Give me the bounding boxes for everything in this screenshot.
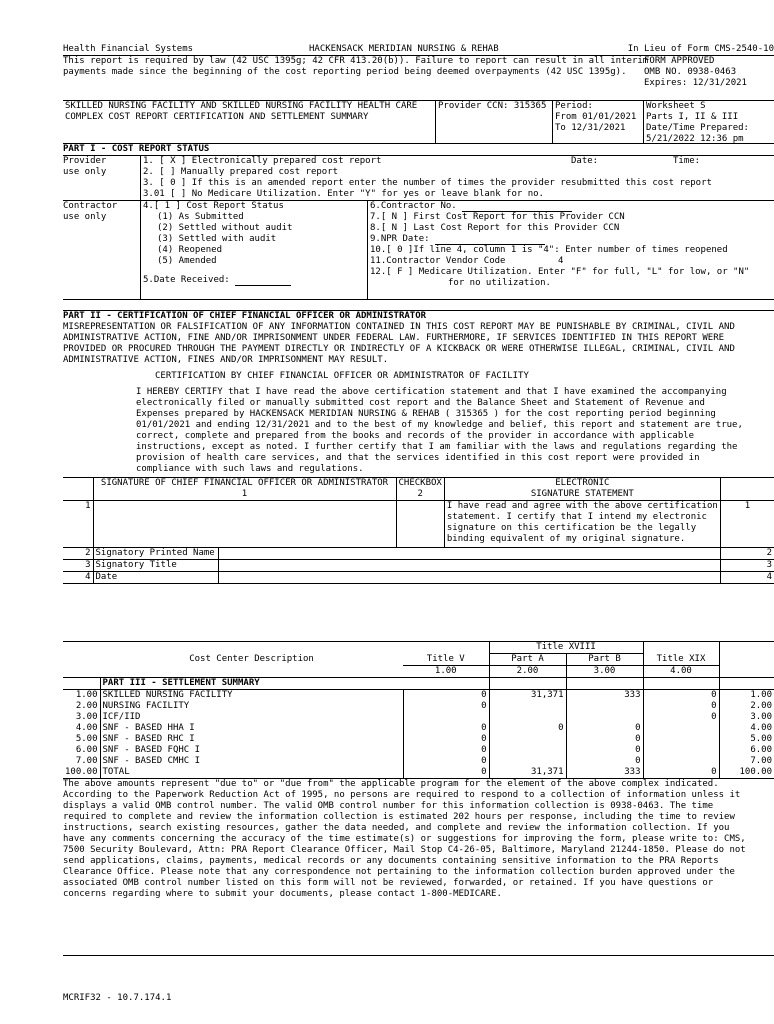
date-received-blank	[235, 285, 291, 286]
provider-use-line-1: Provider	[63, 156, 107, 166]
warning-text	[63, 322, 774, 366]
title-v-amount: 0	[403, 723, 489, 734]
note-line: 7500 Security Boulevard, Attn: PRA Report Clearance Officer, Mail Stop C4-26-05, Baltimore, Maryland 21244-1850. Please do not	[63, 845, 746, 855]
title-v-amount: 0	[403, 690, 489, 702]
warning-line: PROVIDED OR PROCURED THROUGH THE PAYMENT DIRECTLY OR INDIRECTLY OF A KICKBACK OR WERE OTHERWISE ILLEGAL, CRIMINAL, CIVIL AND	[63, 344, 735, 354]
line-number-right: 4.00	[750, 723, 772, 733]
item-2-manual: 2. [ ] Manually prepared cost report	[143, 167, 339, 177]
item-5-date-received: 5.Date Received:	[143, 275, 230, 285]
col-num: 2.00	[489, 666, 566, 678]
omb-number: OMB NO. 0938-0463	[644, 67, 737, 77]
part-b-amount: 0	[566, 723, 643, 734]
signature-field[interactable]	[93, 501, 396, 548]
line-number: 3.00	[63, 712, 100, 723]
cert-line: instructions, except as noted. I further certify that I am familiar with the laws and regulations regarding the	[136, 442, 738, 452]
settlement-row	[63, 734, 774, 745]
worksheet-info	[644, 101, 774, 143]
item-4-status: 4.[ 1 ] Cost Report Status	[143, 201, 284, 211]
signature-table	[63, 477, 774, 584]
settlement-row	[63, 756, 774, 767]
cert-line: compliance with such laws and regulations.	[136, 464, 364, 474]
row-number: 2	[63, 548, 93, 560]
row-number-right: 4	[766, 572, 772, 582]
cost-center-header: Cost Center Description	[189, 653, 314, 664]
cost-center-name: SNF - BASED CMHC I	[102, 756, 201, 766]
row-label: Signatory Title	[93, 560, 218, 572]
row-number: 4	[63, 572, 93, 584]
line-number: 1.00	[63, 690, 100, 702]
title-xix-amount: 0	[643, 701, 719, 712]
line-number-right: 2.00	[750, 701, 772, 711]
provider-use-label	[63, 156, 141, 200]
item-10-reopened: 10.[ 0 ]If line 4, column 1 is "4": Enter number of times reopened	[370, 245, 728, 255]
checkbox-col-header: CHECKBOX	[396, 478, 444, 490]
line-number-right: 3.00	[750, 712, 772, 722]
prepared-label: Date/Time Prepared:	[646, 123, 749, 133]
part-a-header: Part A	[489, 654, 566, 666]
part-a-amount: 31,371	[489, 690, 566, 702]
provider-name: HACKENSACK MERIDIAN NURSING & REHAB	[309, 44, 499, 54]
part-b-amount: 333	[566, 690, 643, 702]
title-box	[63, 100, 774, 143]
contractor-use-line-2: use only	[63, 212, 107, 222]
item-6-contractor-no: 6.Contractor No.	[370, 201, 457, 211]
report-notice	[63, 55, 774, 100]
note-line: The above amounts represent "due to" or "due from" the applicable program for the element of the above complex indicated.	[63, 779, 719, 789]
status-option-5: (5) Amended	[157, 256, 217, 266]
item-12-utilization: 12.[ F ] Medicare Utilization. Enter "F" for full, "L" for low, or "N"	[370, 267, 750, 277]
settlement-row	[63, 723, 774, 734]
checkbox-col-num: 2	[396, 489, 444, 501]
settlement-row	[63, 701, 774, 712]
report-title-line-2: COMPLEX COST REPORT CERTIFICATION AND SETTLEMENT SUMMARY	[65, 112, 369, 122]
part-a-amount	[489, 756, 566, 767]
cost-center-name: SNF - BASED HHA I	[102, 723, 195, 733]
signature-row-2	[63, 548, 774, 560]
note-line: According to the Paperwork Reduction Act of 1995, no persons are required to respond to a collection of information unless it	[63, 790, 741, 800]
cost-center-name: TOTAL	[102, 767, 130, 777]
omb-block	[644, 56, 747, 89]
title-xix-amount	[643, 734, 719, 745]
signature-row-4	[63, 572, 774, 584]
title-xviii-header: Title XVIII	[489, 642, 643, 654]
title-xix-amount	[643, 723, 719, 734]
row-number-right: 1	[744, 501, 751, 511]
contractor-use-line-1: Contractor	[63, 201, 118, 211]
statement-line: signature on this certification be the legally	[446, 523, 697, 533]
cost-center-name: NURSING FACILITY	[102, 701, 190, 711]
signature-col-header: SIGNATURE OF CHIEF FINANCIAL OFFICER OR ADMINISTRATOR	[93, 478, 396, 490]
title-v-amount: 0	[403, 756, 489, 767]
part-b-amount: 0	[566, 756, 643, 767]
title-xix-amount	[643, 756, 719, 767]
prepared-value: 5/21/2022 12:36 pm	[646, 134, 744, 144]
line-number-right: 1.00	[750, 690, 772, 700]
part-b-amount: 0	[566, 745, 643, 756]
signature-row-1	[63, 501, 774, 548]
item-11-vendor-code: 11.Contractor Vendor Code	[370, 256, 506, 266]
provider-use-line-2: use only	[63, 167, 107, 177]
certification-text	[63, 387, 774, 475]
cost-center-name: ICF/IID	[102, 712, 141, 722]
col-num: 1.00	[403, 666, 489, 678]
cert-line: I HEREBY CERTIFY that I have read the above certification statement and that I have examined the accompanying	[136, 387, 727, 397]
form-approved: FORM APPROVED	[644, 56, 715, 66]
warning-line: ADMINISTRATIVE ACTION, FINES AND/OR IMPRISONMENT MAY RESULT.	[63, 355, 389, 365]
line-number: 6.00	[63, 745, 100, 756]
part-b-amount	[566, 701, 643, 712]
part-a-amount	[489, 701, 566, 712]
line-number-right: 6.00	[750, 745, 772, 755]
signature-row-3	[63, 560, 774, 572]
cert-line: electronically filed or manually submitted cost report and the Balance Sheet and Statement of Revenue and	[136, 398, 705, 408]
notice-line-2: payments made since the beginning of the cost reporting period being deemed overpayments (42 USC 1395g).	[63, 67, 627, 77]
line-number: 2.00	[63, 701, 100, 712]
part-a-amount	[489, 745, 566, 756]
certification-title: CERTIFICATION BY CHIEF FINANCIAL OFFICER OR ADMINISTRATOR OF FACILITY	[155, 371, 529, 381]
part-a-amount: 0	[489, 723, 566, 734]
part-a-amount: 31,371	[489, 767, 566, 778]
note-line: instructions, search existing resources, gather the data needed, and complete and review the information collection. If you	[63, 823, 730, 833]
report-title	[63, 101, 436, 143]
settlement-row	[63, 712, 774, 723]
item-3-01-no-medicare: 3.01 [ ] No Medicare Utilization. Enter "Y" for yes or leave blank for no.	[143, 189, 544, 199]
part-b-amount: 333	[566, 767, 643, 778]
col-num: 3.00	[566, 666, 643, 678]
software-version: MCRIF32 - 10.7.174.1	[63, 993, 172, 1003]
time-label: Time:	[673, 156, 701, 166]
cost-report-page	[63, 44, 774, 900]
part3-heading: PART III - SETTLEMENT SUMMARY	[102, 678, 260, 688]
line-number: 100.00	[63, 767, 100, 778]
row-number-right: 3	[766, 560, 772, 570]
statement-col-subheader: SIGNATURE STATEMENT	[444, 489, 720, 501]
cost-report-status	[141, 201, 368, 299]
status-option-3: (3) Settled with audit	[157, 234, 277, 244]
item-12-utilization-cont: for no utilization.	[448, 278, 551, 288]
form-reference: In Lieu of Form CMS-2540-10	[627, 44, 774, 54]
title-v-header: Title V	[403, 654, 489, 666]
row-number: 3	[63, 560, 93, 572]
period-from: From 01/01/2021	[555, 112, 637, 122]
title-v-amount	[403, 712, 489, 723]
statement-line: statement. I certify that I intend my electronic	[446, 512, 707, 522]
warning-line: ADMINISTRATIVE ACTION, FINE AND/OR IMPRISONMENT UNDER FEDERAL LAW. FURTHERMORE, IF SERVICES IDENTIFIED IN THIS REPORT WERE	[63, 333, 725, 343]
settlement-row	[63, 767, 774, 778]
part-b-amount: 0	[566, 734, 643, 745]
status-option-1: (1) As Submitted	[157, 212, 244, 222]
title-xix-amount	[643, 745, 719, 756]
cert-line: correct, complete and prepared from the books and records of the provider in accordance with applicable	[136, 431, 695, 441]
title-xix-amount: 0	[643, 690, 719, 702]
signature-col-num: 1	[93, 489, 396, 501]
status-option-4: (4) Reopened	[157, 245, 223, 255]
report-title-line-1: SKILLED NURSING FACILITY AND SKILLED NURSING FACILITY HEALTH CARE	[65, 101, 418, 111]
worksheet-parts: Parts I, II & III	[646, 112, 739, 122]
status-option-2: (2) Settled without audit	[157, 223, 293, 233]
part2-heading: PART II - CERTIFICATION OF CHIEF FINANCIAL OFFICER OR ADMINISTRATOR	[63, 310, 774, 322]
item-1-electronic: 1. [ X ] Electronically prepared cost report	[143, 156, 382, 166]
provider-items	[141, 156, 774, 200]
signature-checkbox[interactable]	[396, 501, 444, 548]
title-xix-amount: 0	[643, 712, 719, 723]
row-number: 1	[63, 501, 93, 548]
footer-rule	[63, 955, 774, 956]
title-xix-amount: 0	[643, 767, 719, 778]
row-label: Date	[93, 572, 218, 584]
vendor-name: Health Financial Systems	[63, 44, 194, 54]
statement-col-header: ELECTRONIC	[444, 478, 720, 490]
col-num: 4.00	[643, 666, 719, 678]
burden-notice	[63, 778, 774, 900]
statement-line: binding equivalent of my original signature.	[446, 534, 686, 544]
part-a-amount	[489, 712, 566, 723]
settlement-row	[63, 690, 774, 702]
notice-line-1: This report is required by law (42 USC 1395g; 42 CFR 413.20(b)). Failure to report can result in all interim	[63, 56, 649, 66]
line-number-right: 5.00	[750, 734, 772, 744]
omb-expiration: Expires: 12/31/2021	[644, 78, 747, 88]
reporting-period	[553, 101, 644, 143]
item-8-last-report: 8.[ N ] Last Cost Report for this Provider CCN	[370, 223, 620, 233]
report-header	[63, 44, 774, 55]
contractor-use-label	[63, 201, 141, 299]
title-v-amount: 0	[403, 701, 489, 712]
note-line: associated OMB control number listed on this form will not be reviewed, forwarded, or retained. If you have questions or	[63, 878, 714, 888]
vendor-code-value: 4	[558, 256, 564, 266]
note-line: displays a valid OMB control number. The valid OMB control number for this information collection is 0938-0463. The time	[63, 801, 714, 811]
cost-center-name: SKILLED NURSING FACILITY	[102, 690, 233, 700]
line-number-right: 100.00	[739, 767, 772, 777]
worksheet-label: Worksheet S	[646, 101, 706, 111]
settlement-table	[63, 642, 774, 778]
part1-provider-section	[63, 156, 774, 200]
settlement-row	[63, 745, 774, 756]
item-9-npr-date: 9.NPR Date:	[370, 234, 430, 244]
period-label: Period:	[555, 101, 593, 111]
date-field[interactable]	[218, 572, 720, 584]
part-a-amount	[489, 734, 566, 745]
signatory-title-field[interactable]	[218, 560, 720, 572]
line-number: 7.00	[63, 756, 100, 767]
statement-line: I have read and agree with the above certification	[446, 501, 718, 511]
row-number-right: 2	[766, 548, 772, 558]
part-b-header: Part B	[566, 654, 643, 666]
row-label: Signatory Printed Name	[93, 548, 218, 560]
line-number: 5.00	[63, 734, 100, 745]
contractor-items	[368, 201, 774, 299]
note-line: required to complete and review the information collection is estimated 202 hours per response, including the time to review	[63, 812, 735, 822]
date-label: Date:	[571, 156, 599, 166]
note-line: have any comments concerning the accuracy of the time estimate(s) or suggestions for improving the form, please write to: CMS,	[63, 834, 746, 844]
line-number-right: 7.00	[750, 756, 772, 766]
part1-contractor-section	[63, 200, 774, 300]
note-line: concerns regarding where to submit your documents, please contact 1-800-MEDICARE.	[63, 889, 502, 899]
title-v-amount: 0	[403, 734, 489, 745]
title-xix-header: Title XIX	[643, 654, 719, 666]
period-to: To 12/31/2021	[555, 123, 626, 133]
note-line: send applications, claims, payments, medical records or any documents containing sensitive information to the PRA Reports	[63, 856, 719, 866]
cert-line: Expenses prepared by HACKENSACK MERIDIAN NURSING & REHAB ( 315365 ) for the cost reporting period beginning	[136, 409, 716, 419]
title-v-amount: 0	[403, 745, 489, 756]
part1-heading: PART I - COST REPORT STATUS	[63, 143, 774, 156]
cert-line: 01/01/2021 and ending 12/31/2021 and to the best of my knowledge and belief, this report and statement are true,	[136, 420, 743, 430]
cert-line: provision of health care services, and that the services identified in this cost report were provided in	[136, 453, 700, 463]
printed-name-field[interactable]	[218, 548, 720, 560]
note-line: Clearance Office. Please note that any correspondence not pertaining to the information collection burden approved under the	[63, 867, 735, 877]
item-7-first-report: 7.[ N ] First Cost Report for this Provider CCN	[370, 212, 625, 222]
item-3-amended: 3. [ 0 ] If this is an amended report enter the number of times the provider resubmitted this cost report	[143, 178, 712, 188]
warning-line: MISREPRESENTATION OR FALSIFICATION OF ANY INFORMATION CONTAINED IN THIS COST REPORT MAY BE PUNISHABLE BY CRIMINAL, CIVIL AND	[63, 322, 735, 332]
cost-center-name: SNF - BASED RHC I	[102, 734, 195, 744]
provider-ccn: Provider CCN: 315365	[436, 101, 553, 143]
title-v-amount: 0	[403, 767, 489, 778]
cost-center-name: SNF - BASED FQHC I	[102, 745, 201, 755]
part-b-amount	[566, 712, 643, 723]
electronic-statement	[444, 501, 720, 548]
line-number: 4.00	[63, 723, 100, 734]
